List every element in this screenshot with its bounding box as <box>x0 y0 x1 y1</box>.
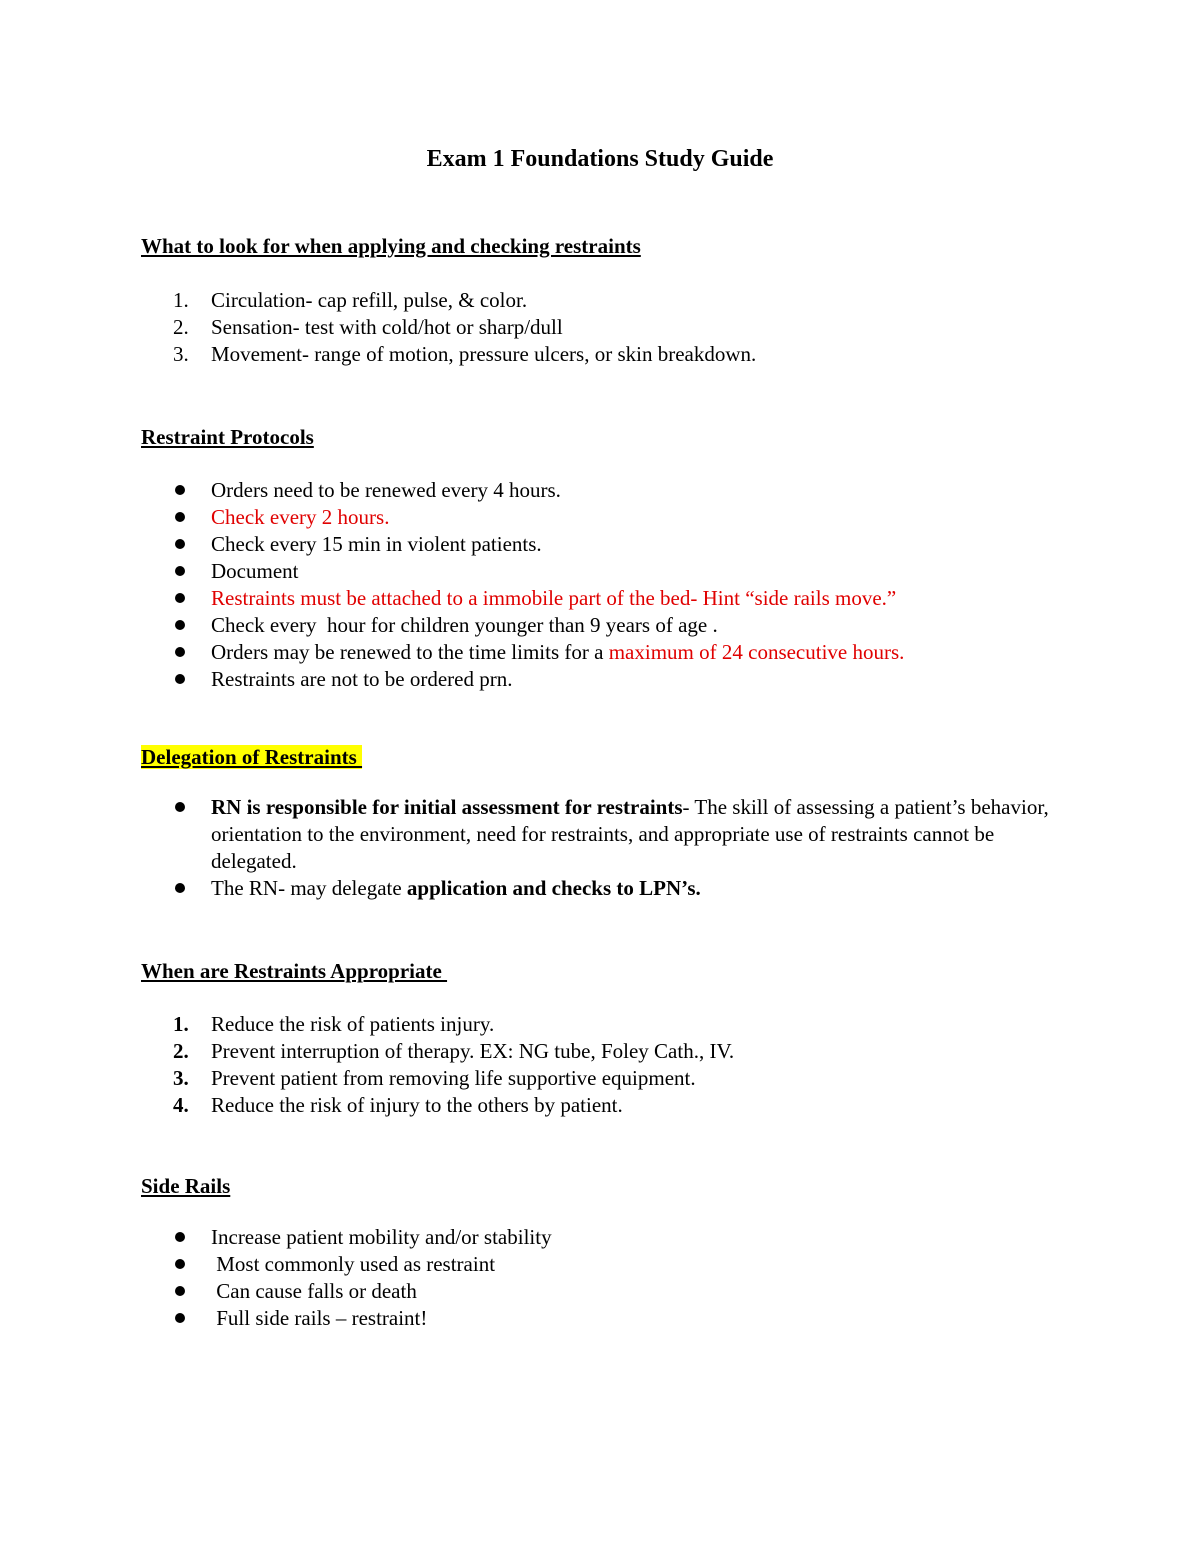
list-item: Document <box>211 559 299 583</box>
list-item: Full side rails – restraint! <box>211 1306 428 1330</box>
bullet-icon <box>175 1259 185 1269</box>
list-item-text: Orders may be renewed to the time limits for a <box>211 640 609 664</box>
list-item: Check every hour for children younger than 9 years of age . <box>211 613 718 637</box>
list-item-text: The RN- may delegate <box>211 876 407 900</box>
section-heading-appropriate: When are Restraints Appropriate <box>141 959 448 983</box>
list-item-text: - The skill of assessing a patient’s behavior, orientation to the environment, need for restraints, and appropriate use of restraints cannot be delegated. <box>211 795 1049 873</box>
list-item <box>211 794 1071 875</box>
list-number: 2. <box>173 315 189 339</box>
list-item-bold-text: RN is responsible for initial assessment for restraints <box>211 795 683 819</box>
list-item: Sensation- test with cold/hot or sharp/dull <box>211 315 563 339</box>
bullet-icon <box>175 1313 185 1323</box>
list-number: 3. <box>173 1066 189 1090</box>
list-number: 4. <box>173 1093 189 1117</box>
bullet-icon <box>175 539 185 549</box>
list-item: Reduce the risk of patients injury. <box>211 1012 495 1036</box>
bullet-icon <box>175 512 185 522</box>
list-item <box>211 875 701 902</box>
list-item: Check every 15 min in violent patients. <box>211 532 542 556</box>
highlighted-heading-text: Delegation of Restraints <box>141 745 363 769</box>
section-heading-delegation <box>141 744 362 770</box>
list-item <box>211 639 904 666</box>
bullet-icon <box>175 593 185 603</box>
list-item: Circulation- cap refill, pulse, & color. <box>211 288 528 312</box>
bullet-icon <box>175 674 185 684</box>
list-number: 1. <box>173 288 189 312</box>
list-item: Increase patient mobility and/or stability <box>211 1225 552 1249</box>
list-number: 1. <box>173 1012 189 1036</box>
bullet-icon <box>175 883 185 893</box>
list-item: Movement- range of motion, pressure ulcers, or skin breakdown. <box>211 342 757 366</box>
bullet-icon <box>175 1232 185 1242</box>
list-item: Prevent patient from removing life supportive equipment. <box>211 1066 696 1090</box>
bullet-icon <box>175 485 185 495</box>
section-heading-checking: What to look for when applying and checking restraints <box>141 234 641 258</box>
list-item: Most commonly used as restraint <box>211 1252 496 1276</box>
bullet-icon <box>175 620 185 630</box>
bullet-icon <box>175 566 185 576</box>
list-number: 3. <box>173 342 189 366</box>
page-title: Exam 1 Foundations Study Guide <box>426 146 774 172</box>
list-item: Prevent interruption of therapy. EX: NG tube, Foley Cath., IV. <box>211 1039 735 1063</box>
list-item-highlighted: Restraints must be attached to a immobile part of the bed- Hint “side rails move.” <box>211 586 897 610</box>
section-heading-protocols: Restraint Protocols <box>141 425 314 449</box>
bullet-icon <box>175 1286 185 1296</box>
bullet-icon <box>175 802 185 812</box>
list-item-bold-text: application and checks to LPN’s. <box>406 876 701 900</box>
list-item: Reduce the risk of injury to the others by patient. <box>211 1093 623 1117</box>
section-heading-side-rails: Side Rails <box>141 1174 231 1198</box>
list-number: 2. <box>173 1039 189 1063</box>
list-item-red-text: maximum of 24 consecutive hours. <box>608 640 905 664</box>
list-item: Restraints are not to be ordered prn. <box>211 667 513 691</box>
list-item-highlighted: Check every 2 hours. <box>211 505 390 529</box>
list-item: Orders need to be renewed every 4 hours. <box>211 478 561 502</box>
list-item: Can cause falls or death <box>211 1279 417 1303</box>
bullet-icon <box>175 647 185 657</box>
